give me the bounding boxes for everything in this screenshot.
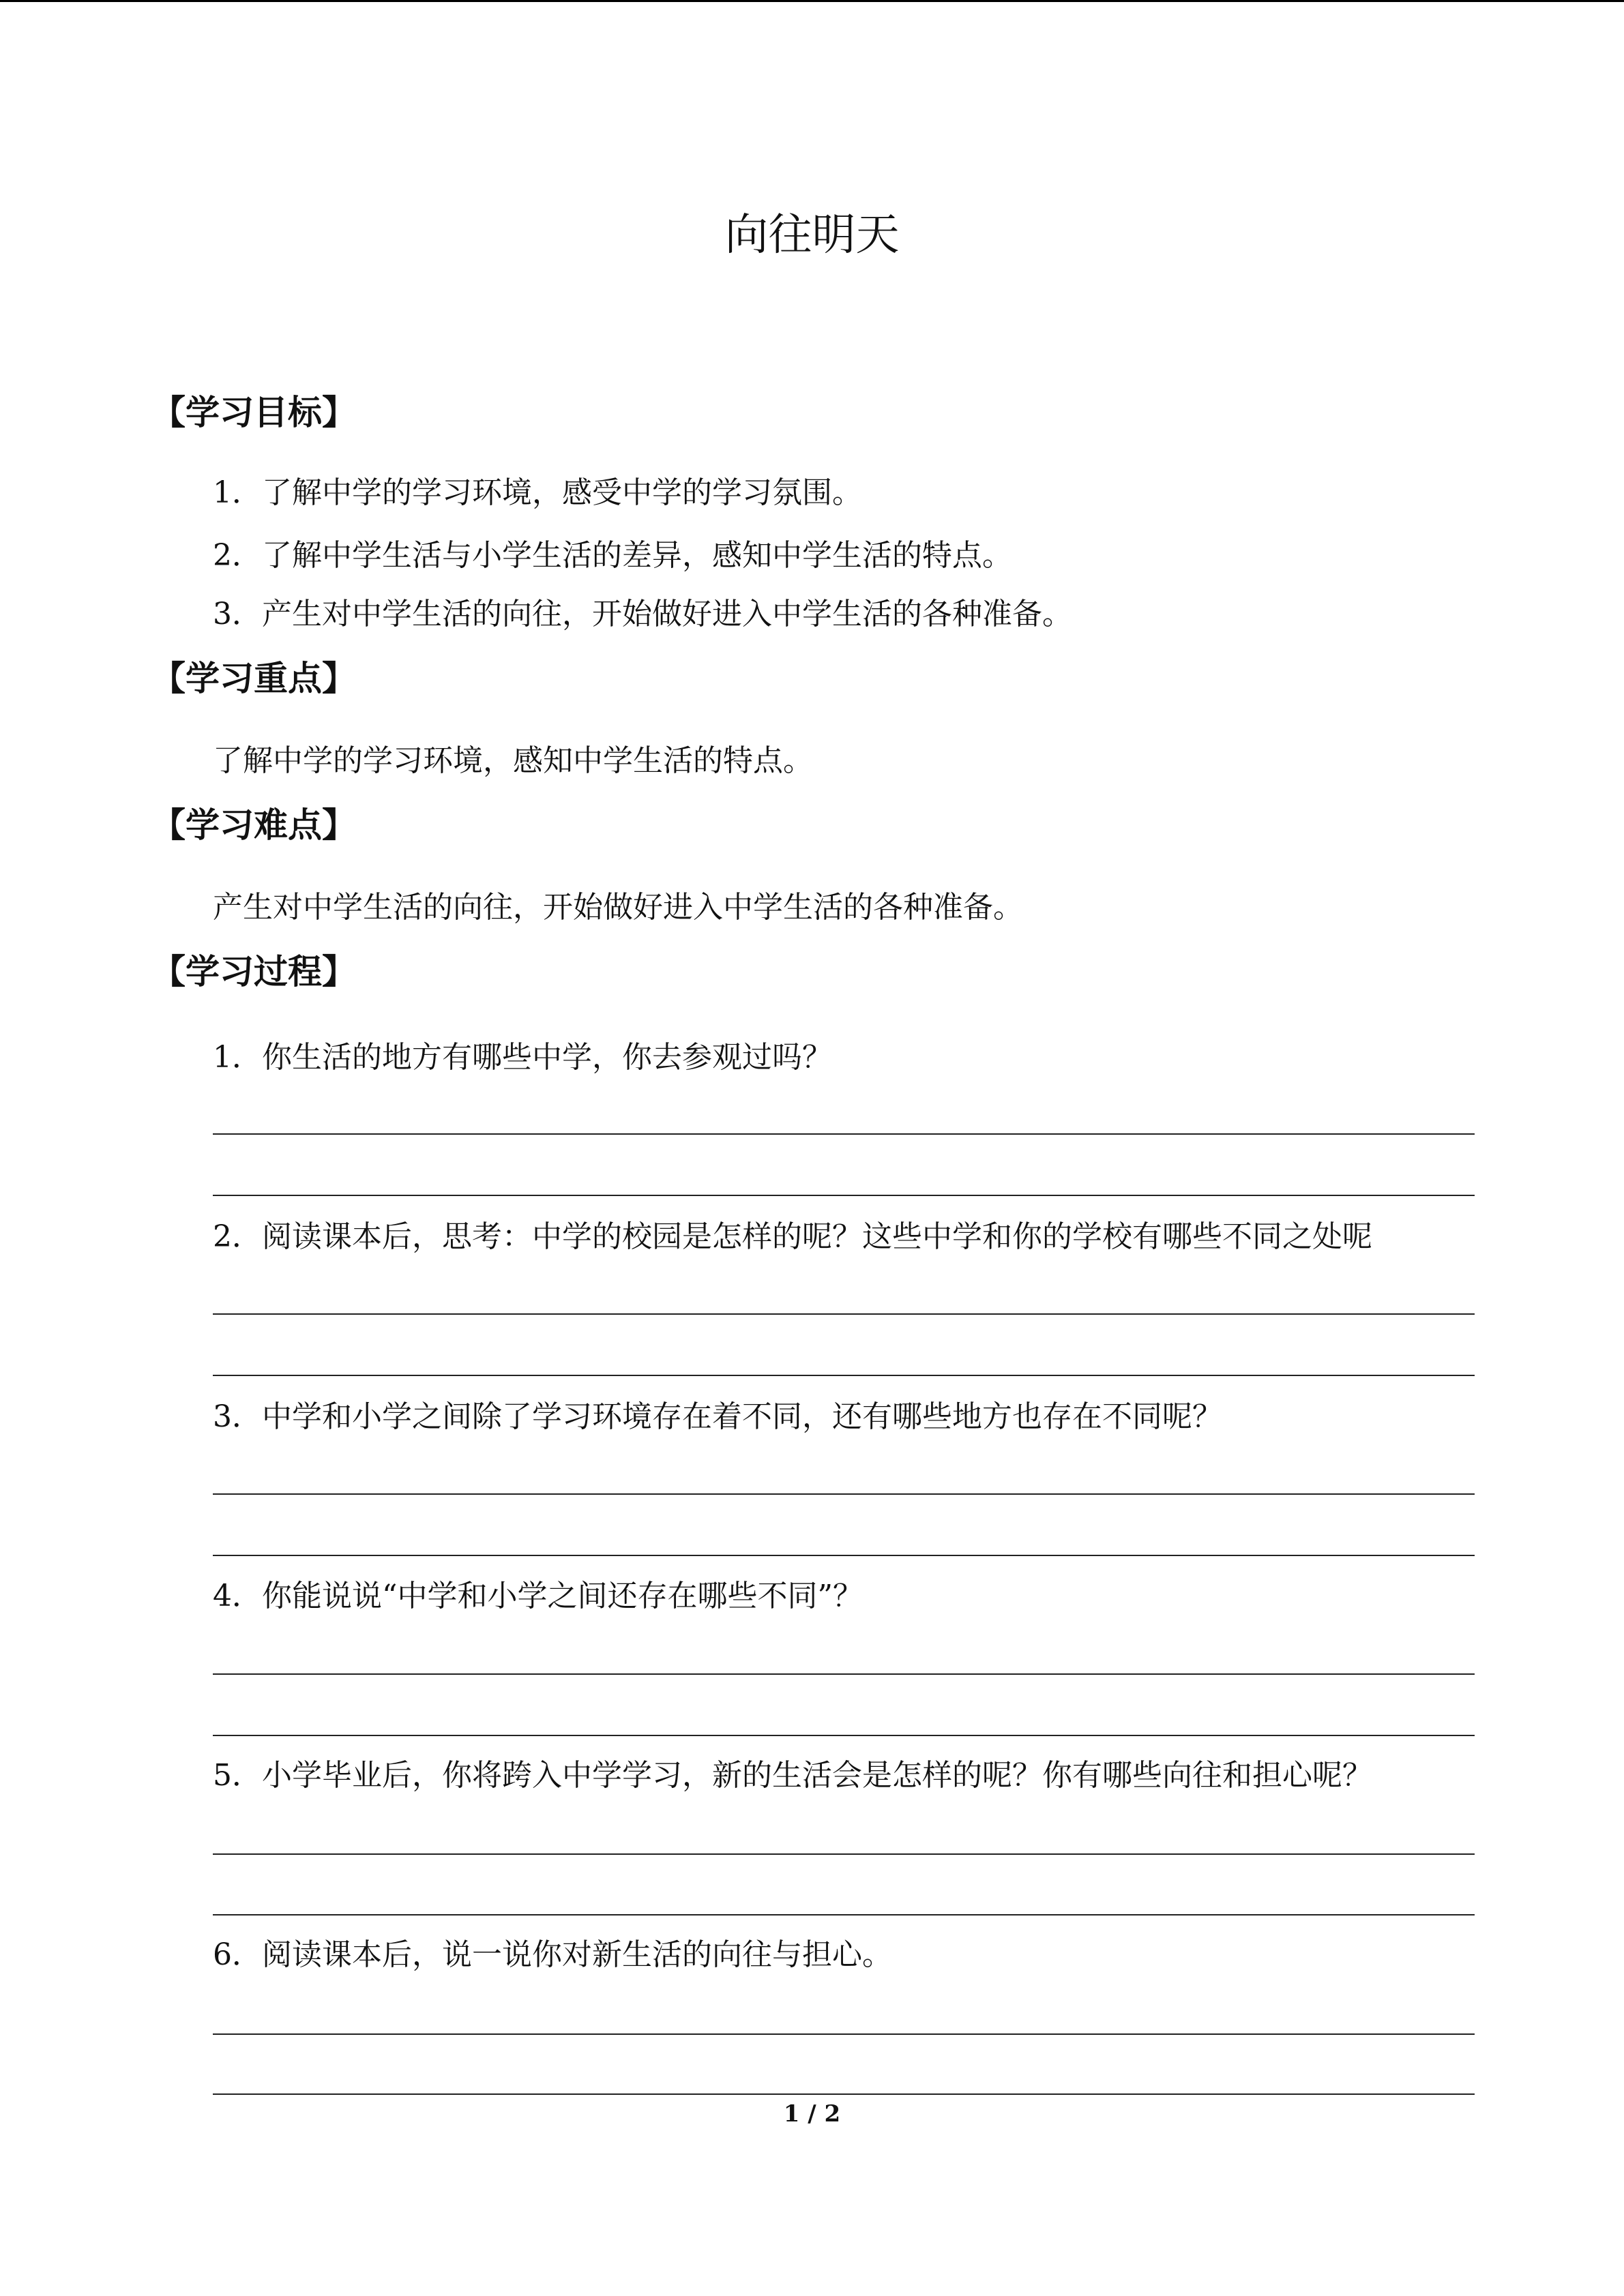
goal-item: 2．了解中学生活与小学生活的差异，感知中学生活的特点。	[213, 538, 1012, 573]
key-points-text: 了解中学的学习环境，感知中学生活的特点。	[213, 743, 813, 778]
goal-item: 1．了解中学的学习环境，感受中学的学习氛围。	[213, 475, 862, 510]
document-title: 向往明天	[724, 210, 900, 260]
answer-line[interactable]	[213, 1493, 1475, 1495]
difficulties-text: 产生对中学生活的向往，开始做好进入中学生活的各种准备。	[213, 890, 1023, 925]
question-item: 6．阅读课本后，说一说你对新生活的向往与担心。	[213, 1937, 892, 1972]
answer-line[interactable]	[213, 1195, 1475, 1196]
question-item: 4．你能说说“中学和小学之间还存在哪些不同”？	[213, 1579, 863, 1613]
answer-line[interactable]	[213, 2033, 1475, 2035]
question-item: 2．阅读课本后，思考：中学的校园是怎样的呢？这些中学和你的学校有哪些不同之处呢	[213, 1219, 1372, 1254]
answer-line[interactable]	[213, 1853, 1475, 1855]
question-item: 1．你生活的地方有哪些中学，你去参观过吗？	[213, 1040, 832, 1075]
answer-line[interactable]	[213, 2093, 1475, 2095]
question-item: 3．中学和小学之间除了学习环境存在着不同，还有哪些地方也存在不同呢？	[213, 1399, 1222, 1434]
section-heading-key-points: 【学习重点】	[151, 659, 356, 698]
answer-line[interactable]	[213, 1133, 1475, 1135]
goal-item: 3．产生对中学生活的向往，开始做好进入中学生活的各种准备。	[213, 597, 1072, 631]
answer-line[interactable]	[213, 1735, 1475, 1736]
answer-line[interactable]	[213, 1375, 1475, 1376]
answer-line[interactable]	[213, 1914, 1475, 1915]
section-heading-process: 【学习过程】	[151, 952, 356, 992]
question-item: 5．小学毕业后，你将跨入中学学习，新的生活会是怎样的呢？你有哪些向往和担心呢？	[213, 1758, 1372, 1793]
answer-line[interactable]	[213, 1555, 1475, 1556]
page-top-border	[0, 0, 1624, 2]
answer-line[interactable]	[213, 1673, 1475, 1675]
section-heading-difficulties: 【学习难点】	[151, 805, 356, 845]
page-number: 1 / 2	[783, 2100, 841, 2128]
section-heading-goals: 【学习目标】	[151, 393, 356, 432]
answer-line[interactable]	[213, 1313, 1475, 1315]
